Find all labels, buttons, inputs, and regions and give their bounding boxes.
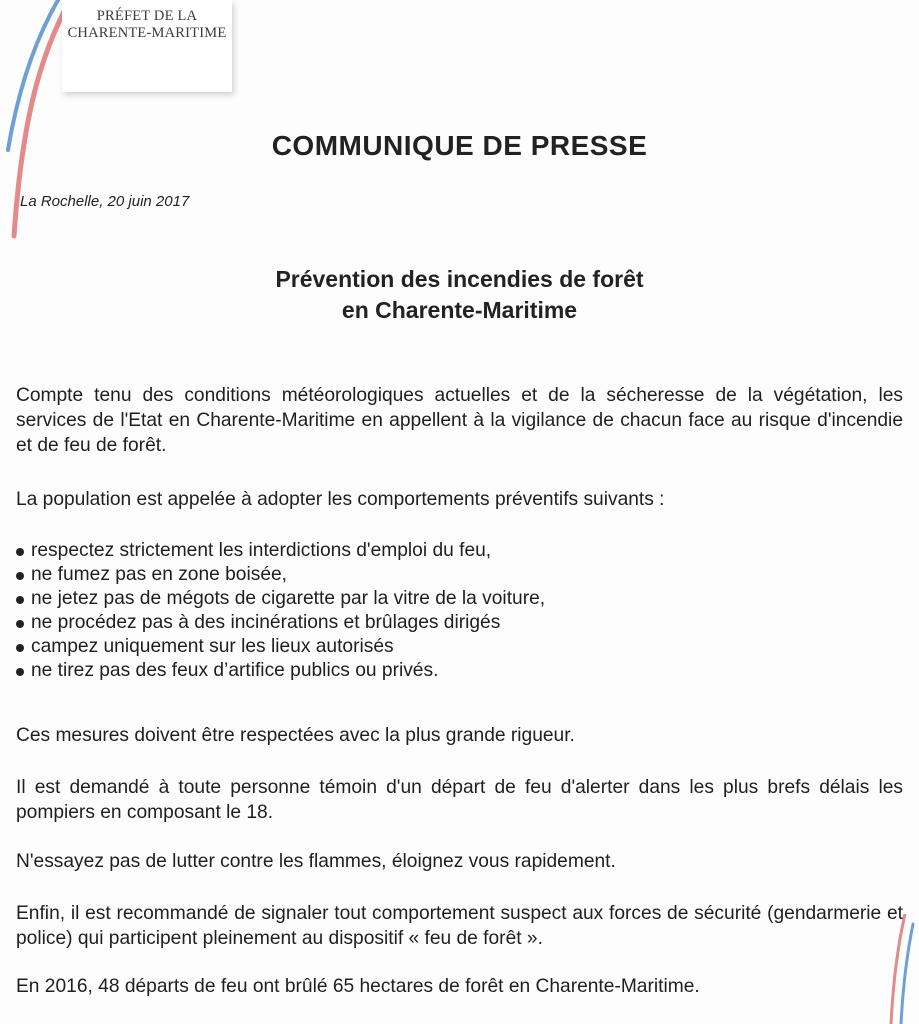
list-item-text: campez uniquement sur les lieux autorisés (31, 636, 394, 657)
no-fight-paragraph: N'essayez pas de lutter contre les flammes, éloignez vous rapidement. (16, 851, 616, 872)
list-item-text: ne jetez pas de mégots de cigarette par la vitre de la voiture, (31, 588, 546, 609)
list-item-text: ne fumez pas en zone boisée, (31, 564, 288, 585)
list-item (16, 587, 903, 611)
logo-line-1: PRÉFET DE LA (96, 8, 198, 24)
stats-paragraph: En 2016, 48 départs de feu ont brûlé 65 hectares de forêt en Charente-Maritime. (16, 976, 700, 997)
document-date: La Rochelle, 20 juin 2017 (20, 193, 190, 210)
document-title: COMMUNIQUE DE PRESSE (271, 130, 648, 161)
call-paragraph: La population est appelée à adopter les comportements préventifs suivants : (16, 489, 665, 510)
document-subject (0, 264, 919, 326)
bullet-icon (16, 620, 24, 628)
intro-paragraph: Compte tenu des conditions météorologiques actuelles et de la sécheresse de la végétation, les services de l'Etat en Charente-Maritime en appellent à la vigilance de chacun face au risque d'incendie et de feu de forêt. (16, 385, 903, 456)
rigor-paragraph: Ces mesures doivent être respectées avec la plus grande rigueur. (16, 725, 575, 746)
prefecture-logo (62, 0, 232, 92)
list-item (16, 563, 903, 587)
list-item-text: respectez strictement les interdictions d'emploi du feu, (31, 540, 492, 561)
subject-line-2: en Charente-Maritime (341, 297, 578, 323)
bullet-icon (16, 548, 24, 556)
list-item (16, 539, 903, 563)
list-item (16, 659, 903, 683)
prevention-list (16, 539, 903, 683)
list-item (16, 635, 903, 659)
list-item-text: ne tirez pas des feux d’artifice publics ou privés. (31, 660, 439, 681)
alert-paragraph: Il est demandé à toute personne témoin d'un départ de feu d'alerter dans les plus brefs délais les pompiers en composant le 18. (16, 777, 903, 823)
logo-line-2: CHARENTE-MARITIME (67, 25, 227, 41)
bullet-icon (16, 572, 24, 580)
subject-line-1: Prévention des incendies de forêt (275, 266, 644, 292)
bullet-icon (16, 596, 24, 604)
report-paragraph: Enfin, il est recommandé de signaler tout comportement suspect aux forces de sécurité (gendarmerie et police) qui participent pleinement au dispositif « feu de forêt ». (16, 903, 903, 949)
list-item (16, 611, 903, 635)
bullet-icon (16, 644, 24, 652)
list-item-text: ne procédez pas à des incinérations et brûlages dirigés (31, 612, 501, 633)
bullet-icon (16, 668, 24, 676)
